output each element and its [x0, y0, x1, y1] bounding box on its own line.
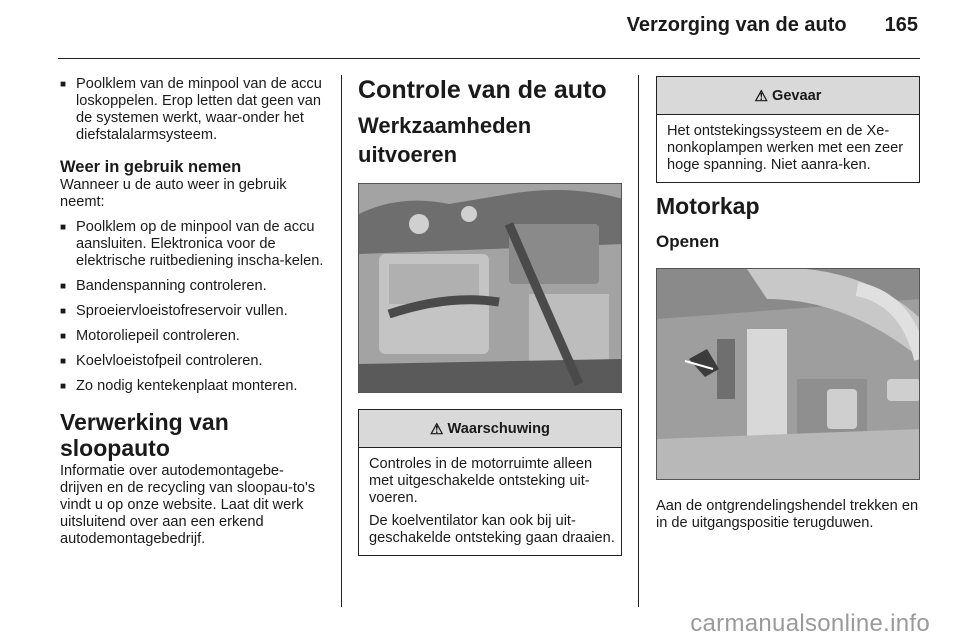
list-item: ■ Poolklem van de minpool van de accu loskoppelen. Erop letten dat geen van de systemen werkt, waar-onder het diefstalalarmsysteem.: [60, 76, 326, 144]
section-text-scrap: Informatie over autodemontagebe-drijven en de recycling van sloopau-to's vindt u op onze website. Laat dit werk uitsluitend over aan een erkend autodemontagebedrijf.: [60, 463, 316, 547]
page-number: 165: [884, 14, 918, 36]
warning-header: [359, 410, 621, 448]
danger-paragraph: Het ontstekingssysteem en de Xe-nonkoplampen werken met een zeer hoge spanning. Niet aanra-ken.: [667, 123, 904, 173]
column-middle: [358, 76, 622, 556]
list-item: ■ Bandenspanning controleren.: [60, 278, 326, 295]
page-title: Controle van de auto: [358, 76, 607, 104]
danger-body: [657, 115, 919, 182]
danger-box: [656, 76, 920, 183]
subtitle-open: Openen: [656, 232, 720, 251]
warning-label: Waarschuwing: [447, 420, 550, 437]
column-divider-2: [638, 75, 639, 607]
warning-triangle-icon: ⚠: [754, 87, 768, 105]
bullet-list-restart: [60, 219, 326, 395]
engine-bay-photo: [358, 183, 622, 393]
section-title-hood: Motorkap: [656, 193, 760, 219]
hood-release-illustration: [657, 269, 920, 480]
list-item: ■ Poolklem op de minpool van de accu aansluiten. Elektronica voor de elektrische ruitbediening inscha-kelen.: [60, 219, 326, 270]
engine-bay-illustration: [359, 184, 622, 393]
watermark: carmanualsonline.info: [690, 610, 930, 637]
list-item: ■ Zo nodig kentekenplaat monteren.: [60, 378, 326, 395]
bullet-list-top: [60, 76, 326, 144]
restart-intro: Wanneer u de auto weer in gebruik neemt:: [60, 177, 287, 210]
page-header: [627, 14, 918, 37]
subtitle-work: Werkzaamheden uitvoeren: [358, 113, 532, 167]
header-rule: [58, 58, 920, 59]
column-left: [60, 76, 326, 548]
warning-box: [358, 409, 622, 556]
column-divider-1: [341, 75, 342, 607]
warning-paragraph: De koelventilator kan ook bij uit-geschakelde ontsteking gaan draaien.: [369, 513, 615, 546]
subheading-restart: Weer in gebruik nemen: [60, 158, 242, 176]
hood-release-photo: [656, 268, 920, 480]
section-title-scrap: Verwerking van sloopauto: [60, 409, 229, 461]
column-right: [656, 76, 920, 532]
danger-label: Gevaar: [771, 87, 822, 104]
running-title: Verzorging van de auto: [626, 14, 847, 36]
danger-header: [657, 77, 919, 115]
list-item: ■ Koelvloeistofpeil controleren.: [60, 353, 326, 370]
warning-triangle-icon: ⚠: [430, 420, 444, 438]
list-item: ■ Motoroliepeil controleren.: [60, 328, 326, 345]
warning-paragraph: Controles in de motorruimte alleen met uitgeschakelde ontsteking uit-voeren.: [369, 456, 593, 506]
warning-body: [359, 448, 621, 555]
hood-caption: Aan de ontgrendelingshendel trekken en in de uitgangspositie terugduwen.: [656, 498, 919, 531]
list-item: ■ Sproeiervloeistofreservoir vullen.: [60, 303, 326, 320]
